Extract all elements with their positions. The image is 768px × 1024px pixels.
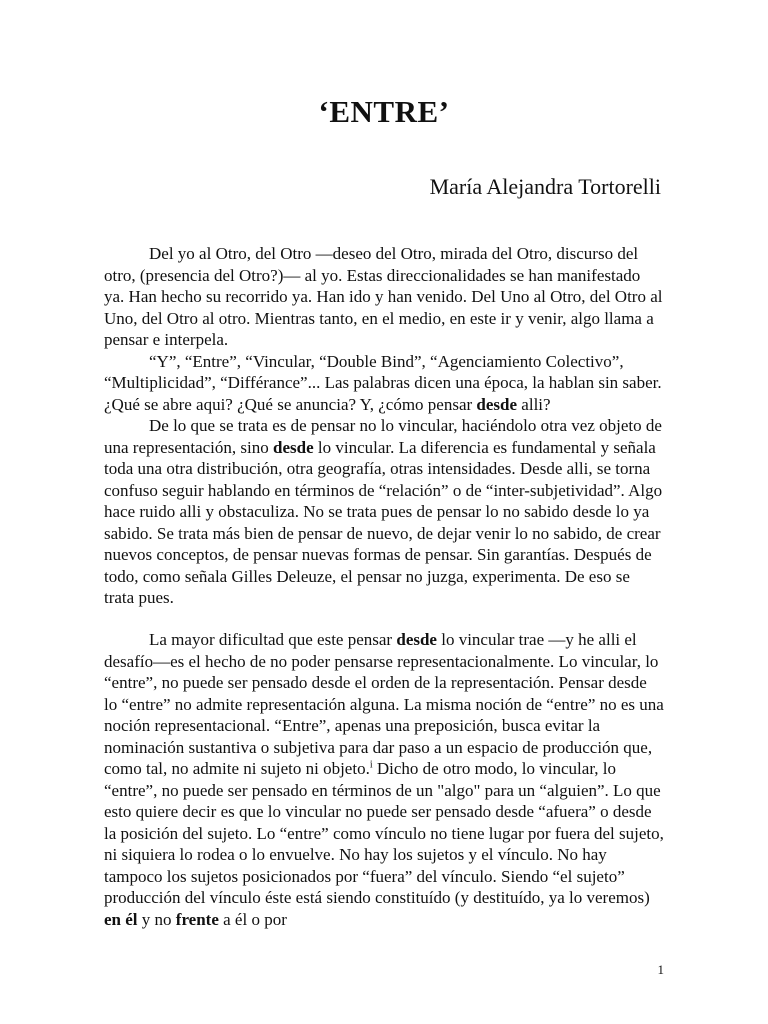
document-title: ‘ENTRE’ xyxy=(318,94,450,129)
paragraph-2-text: “Y”, “Entre”, “Vincular, “Double Bind”, “Agenciamiento Colectivo”, “Multiplicidad”, “Différance”... Las palabras dicen una época, la hablan sin saber. ¿Qué se abre aqui? ¿Qué se anuncia? Y, ¿cómo pensar xyxy=(104,351,662,414)
paragraph-4-text-2: lo vincular trae —y he alli el desafío—es el hecho de no poder pensarse representacionalmente. Lo vincular, lo “entre”, no puede ser pensado desde el orden de la representación. Pensar desde lo “entre” no admite representación alguna. La misma noción de “entre” no es una noción representacional. “Entre”, apenas una preposición, busca evitar la nominación sustantiva o subjetiva para dar paso a un espacio de producción que, como tal, no admite ni sujeto ni objeto. xyxy=(104,630,664,778)
emphasis-frente: frente xyxy=(175,909,219,929)
paragraph-3-text-end: lo vincular. La diferencia es fundamental y señala toda una otra distribución, otra geografía, otras intensidades. Desde alli, se torna confuso seguir hablando en términos de “relación” o de “inter-subjetividad”. Algo hace ruido alli y obstaculiza. No se trata pues de pensar lo no sabido desde lo ya sabido. Se trata más bien de pensar de nuevo, de dejar venir lo no sabido, de crear nuevos conceptos, de pensar nuevas formas de pensar. Sin garantías. Después de todo, como señala Gilles Deleuze, el pensar no juzga, experimenta. De eso se trata pues. xyxy=(104,437,663,607)
emphasis-desde: desde xyxy=(273,437,314,457)
body-section-1 xyxy=(104,243,664,609)
paragraph-3-text: De lo que se trata es de pensar no lo vincular, haciéndolo otra vez objeto de una representación, sino xyxy=(104,416,662,457)
paragraph-4-text-3: Dicho de otro modo, lo vincular, lo “entre”, no puede ser pensado en términos de un "algo" para un “alguien”. Lo que esto quiere decir es que lo vincular no puede ser pensado desde “afuera” o desde la posición del sujeto. Lo “entre” como vínculo no tiene lugar por fuera del sujeto, ni siquiera lo rodea o lo envuelve. No hay los sujetos y el vínculo. No hay tampoco los sujetos posicionados por “fuera” del vínculo. Siendo “el sujeto” producción del vínculo éste está siendo constituído (y destituído, ya lo veremos) xyxy=(104,759,664,907)
page-number: 1 xyxy=(657,962,664,977)
body-section-2 xyxy=(104,629,664,930)
emphasis-desde: desde xyxy=(396,630,437,649)
emphasis-desde: desde xyxy=(476,394,518,414)
paragraph-4 xyxy=(104,629,664,930)
paragraph-4-text: La mayor dificultad que este pensar xyxy=(149,630,397,649)
paragraph-2-text-end: alli? xyxy=(517,394,551,414)
paragraph-4-text-4: y no xyxy=(137,909,176,929)
paragraph-4-text-5: a él o por xyxy=(218,909,287,929)
paragraph-1: Del yo al Otro, del Otro —deseo del Otro, mirada del Otro, discurso del otro, (presencia del Otro?)— al yo. Estas direccionalidades se han manifestado ya. Han hecho su recorrido ya. Han ido y han venido. Del Uno al Otro, del Otro al Uno, del Otro al otro. Mientras tanto, en el medio, en este ir y venir, algo llama a pensar e interpela. xyxy=(104,244,663,349)
paragraph-3 xyxy=(104,415,664,609)
emphasis-en-el: en él xyxy=(104,909,138,929)
footnote-marker[interactable]: i xyxy=(369,759,373,771)
document-author: María Alejandra Tortorelli xyxy=(429,174,661,199)
paragraph-2 xyxy=(104,351,664,416)
